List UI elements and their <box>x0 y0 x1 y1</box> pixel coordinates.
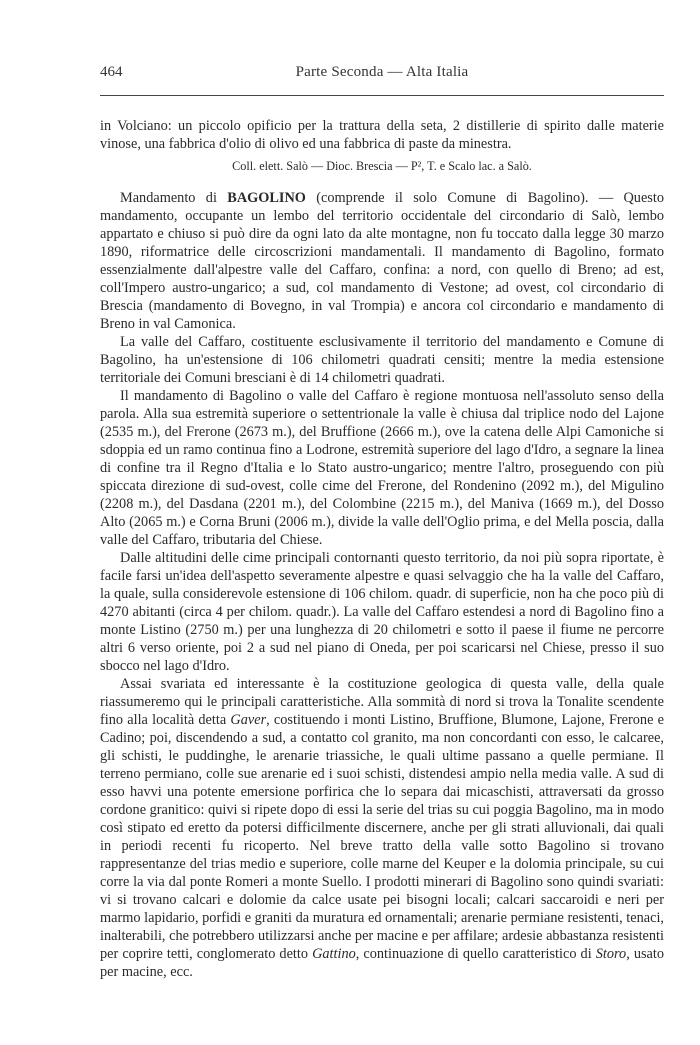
paragraph-continuation: in Volciano: un piccolo opificio per la trattura della seta, 2 distillerie di spirito dalle materie vinose, una fabbrica d'olio di olivo ed una fabbrica di paste da minestra. <box>100 118 664 152</box>
paragraph-altitudini: Dalle altitudini delle cime principali contornanti questo territorio, da noi più sopra riportate, è facile farsi un'idea dell'aspetto severamente alpestre e quasi selvaggio che ha la valle del Caffaro, la quale, sulla considerevole estensione di 106 chilom. quadr. di superficie, non ha che poco più di 4270 abitanti (circa 4 per chilom. quadr.). La valle del Caffaro estendesi a nord di Bagolino fino a monte Listino (2750 m.) per una lunghezza di 20 chilometri e sotto il paese il fiume ne percorre altri 6 verso oriente, poi 2 a sud nel piano di Oneda, per poi scaricarsi nel Chiese, presso il suo sbocco nel lago d'Idro. <box>100 550 664 674</box>
electoral-note: Coll. elett. Salò — Dioc. Brescia — P², T. e Scalo lac. a Salò. <box>232 159 532 173</box>
paragraph-montuosa: Il mandamento di Bagolino o valle del Caffaro è regione montuosa nell'assoluto senso della parola. Alla sua estremità superiore o settentrionale la valle è chiusa dal triplice nodo del Lajone (2535 m.), del Frerone (2673 m.), del Bruffione (2666 m.), ove la catena delle Alpi Camoniche si sdoppia ed un ramo continua fino a Lodrone, estremità superiore del lago d'Idro, a segnare la linea di confine tra il Regno d'Italia e lo Stato austro-ungarico; mentre l'altro, proseguendo con più spiccata direzione di sud-ovest, colle cime del Frerone, del Rondenino (2092 m.), del Migulino (2208 m.), del Dasdana (2201 m.), del Colombine (2215 m.), del Maniva (1669 m.), del Dosso Alto (2065 m.) e Corna Bruni (2006 m.), divide la valle dell'Oglio prima, e del Mella poscia, dalla valle del Caffaro, tributaria del Chiese. <box>100 388 664 548</box>
paragraph-text: , costituendo i monti Listino, Bruffione, Blumone, Lajone, Frerone e Cadino; poi, discendendo a sud, a contatto col granito, ma non concordanti con esso, le calcaree, gli schisti, le puddinghe, le arenarie triassiche, le quali ultime passano a quelle permiane. Il terreno permiano, colle sue arenarie ed i suoi schisti, distendesi ampio nella media valle. A sud di esso havvi una potente emersione porfirica che lo separa dai micaschisti, attraversati da grosso cordone granitico: quivi si ripete dopo di essi la serie del trias su cui poggia Bagolino, ma in modo così stipato ed eretto da potersi difficilmente discernere, anche per gli strati alluvionali, dai quali in periodi recenti fu ricoperto. Nel breve tratto della valle sotto Bagolino si trovano rappresentanze del trias medio e superiore, colle marne del Keuper e la dolomia principale, su cui corre la via dal ponte Romeri a monte Suello. I prodotti minerari di Bagolino sono quindi svariati: vi si trovano calcari e dolomie da calce usate pei bisogni locali; calcari saccaroidi e neri per marmo lapidario, porfidi e graniti da muratura ed ornamentali; arenarie permiane resistenti, tenaci, inalterabili, che potrebbero utilizzarsi anche per macine e per affilare; ardesie abbastanza resistenti per coprire tetti, conglomerato detto <box>100 712 664 962</box>
section-name: BAGOLINO <box>227 190 306 206</box>
paragraph-text: , continuazione di quello caratteristico di <box>355 946 596 962</box>
paragraph-text: , usato per macine, ecc. <box>100 946 665 980</box>
place-name-italic: Storo <box>595 946 627 962</box>
running-title: Parte Seconda — Alta Italia <box>295 64 469 80</box>
page-number: 464 <box>100 64 123 80</box>
paragraph-lead: Mandamento di <box>120 190 228 206</box>
paragraph-text: Assai svariata ed interessante è la costituzione geologica di questa valle, della quale riassumeremo qui le principali caratteristiche. Alla sommità di nord si trova la Tonalite scendente fino alla località detta <box>100 676 664 728</box>
paragraph-text: (comprende il solo Comune di Bagolino). — Questo mandamento, occupante un lembo del territorio occidentale del circondario di Salò, lembo appartato e chiuso si può dire da ogni lato da alte montagne, non fu toccato dalla legge 30 marzo 1890, riformatrice delle circoscrizioni mandamentali. Il mandamento di Bagolino, formato essenzialmente dall'alpestre valle del Caffaro, confina: a nord, con quello di Breno; ad est, coll'Impero austro-ungarico; a sud, col mandamento di Vestone; ad ovest, col circondario di Brescia (mandamento di Bovegno, in val Trompia) e ancora col circondario e mandamento di Breno in val Camonica. <box>100 190 664 332</box>
paragraph-geologia <box>100 675 664 981</box>
page-header <box>100 64 664 84</box>
page-body <box>100 117 664 981</box>
place-name-italic: Gaver <box>230 712 267 728</box>
header-rule <box>100 95 664 96</box>
paragraph-valle: La valle del Caffaro, costituente esclusivamente il territorio del mandamento e Comune di Bagolino, ha un'estensione di 106 chilometri quadrati censiti; mentre la media estensione territoriale dei Comuni bresciani è di 14 chilometri quadrati. <box>100 334 664 386</box>
paragraph-mandamento <box>100 189 664 333</box>
term-italic: Gattino <box>312 946 356 962</box>
